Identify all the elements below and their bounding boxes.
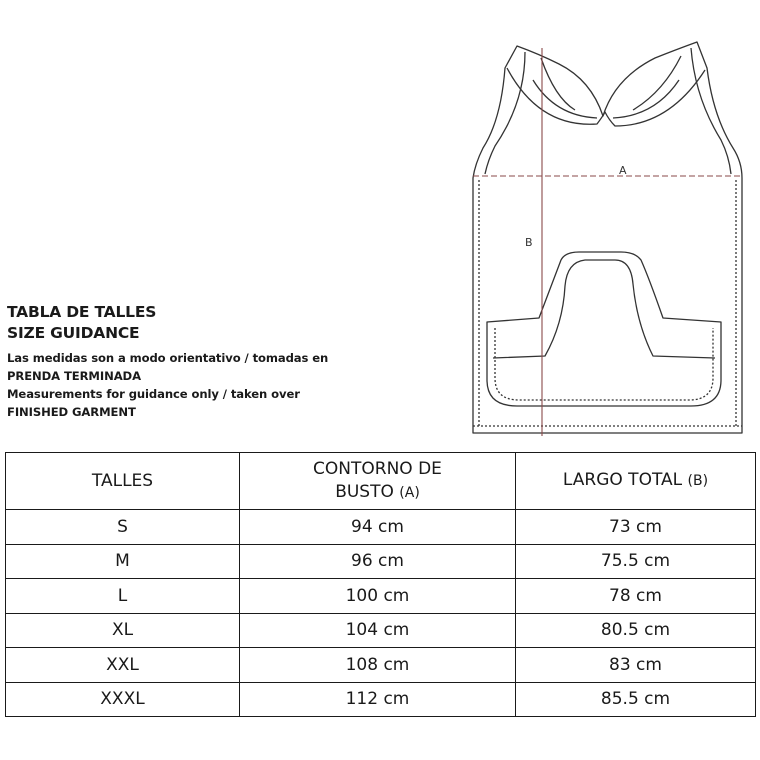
cell-bust: 94 cm (240, 510, 516, 545)
header-length-label: LARGO TOTAL (562, 470, 683, 490)
note-spanish-line1: Las medidas son a modo orientativo / tomadas en (7, 351, 329, 365)
table-row (6, 613, 756, 648)
title-spanish: TABLA DE TALLES (7, 303, 157, 321)
header-bust-line2: BUSTO (335, 481, 394, 502)
cell-size: XXXL (6, 682, 240, 717)
measure-label-a: A (619, 164, 627, 177)
measure-label-b: B (525, 236, 533, 249)
table-row (6, 510, 756, 545)
cell-bust: 108 cm (240, 648, 516, 683)
header-size-label: TALLES (91, 470, 154, 491)
size-guide-heading (7, 302, 447, 421)
cell-length: 85.5 cm (516, 682, 756, 717)
cell-size: XXL (6, 648, 240, 683)
table-row (6, 579, 756, 614)
note-english-line1: Measurements for guidance only / taken over (7, 387, 300, 401)
header-bust-ref: (A) (399, 484, 420, 501)
title-english: SIZE GUIDANCE (7, 324, 140, 342)
cell-length: 80.5 cm (516, 613, 756, 648)
cell-bust: 104 cm (240, 613, 516, 648)
table-row (6, 682, 756, 717)
size-table (5, 452, 756, 717)
cell-length: 73 cm (516, 510, 756, 545)
cell-size: XL (6, 613, 240, 648)
cell-size: L (6, 579, 240, 614)
cell-bust: 112 cm (240, 682, 516, 717)
table-header-row (6, 453, 756, 510)
cell-size: S (6, 510, 240, 545)
garment-diagram (455, 28, 760, 448)
cell-bust: 96 cm (240, 544, 516, 579)
table-row (6, 648, 756, 683)
header-bust-line1: CONTORNO DE (313, 458, 442, 479)
apron-drawing (455, 28, 760, 448)
header-length-ref: (B) (687, 473, 709, 489)
header-size (6, 453, 240, 510)
cell-length: 75.5 cm (516, 544, 756, 579)
cell-length: 78 cm (516, 579, 756, 614)
note-english-line2: FINISHED GARMENT (7, 405, 136, 419)
cell-bust: 100 cm (240, 579, 516, 614)
cell-size: M (6, 544, 240, 579)
table-row (6, 544, 756, 579)
note-spanish-line2: PRENDA TERMINADA (7, 369, 141, 383)
header-length (516, 453, 756, 510)
header-bust (240, 453, 516, 510)
cell-length: 83 cm (516, 648, 756, 683)
